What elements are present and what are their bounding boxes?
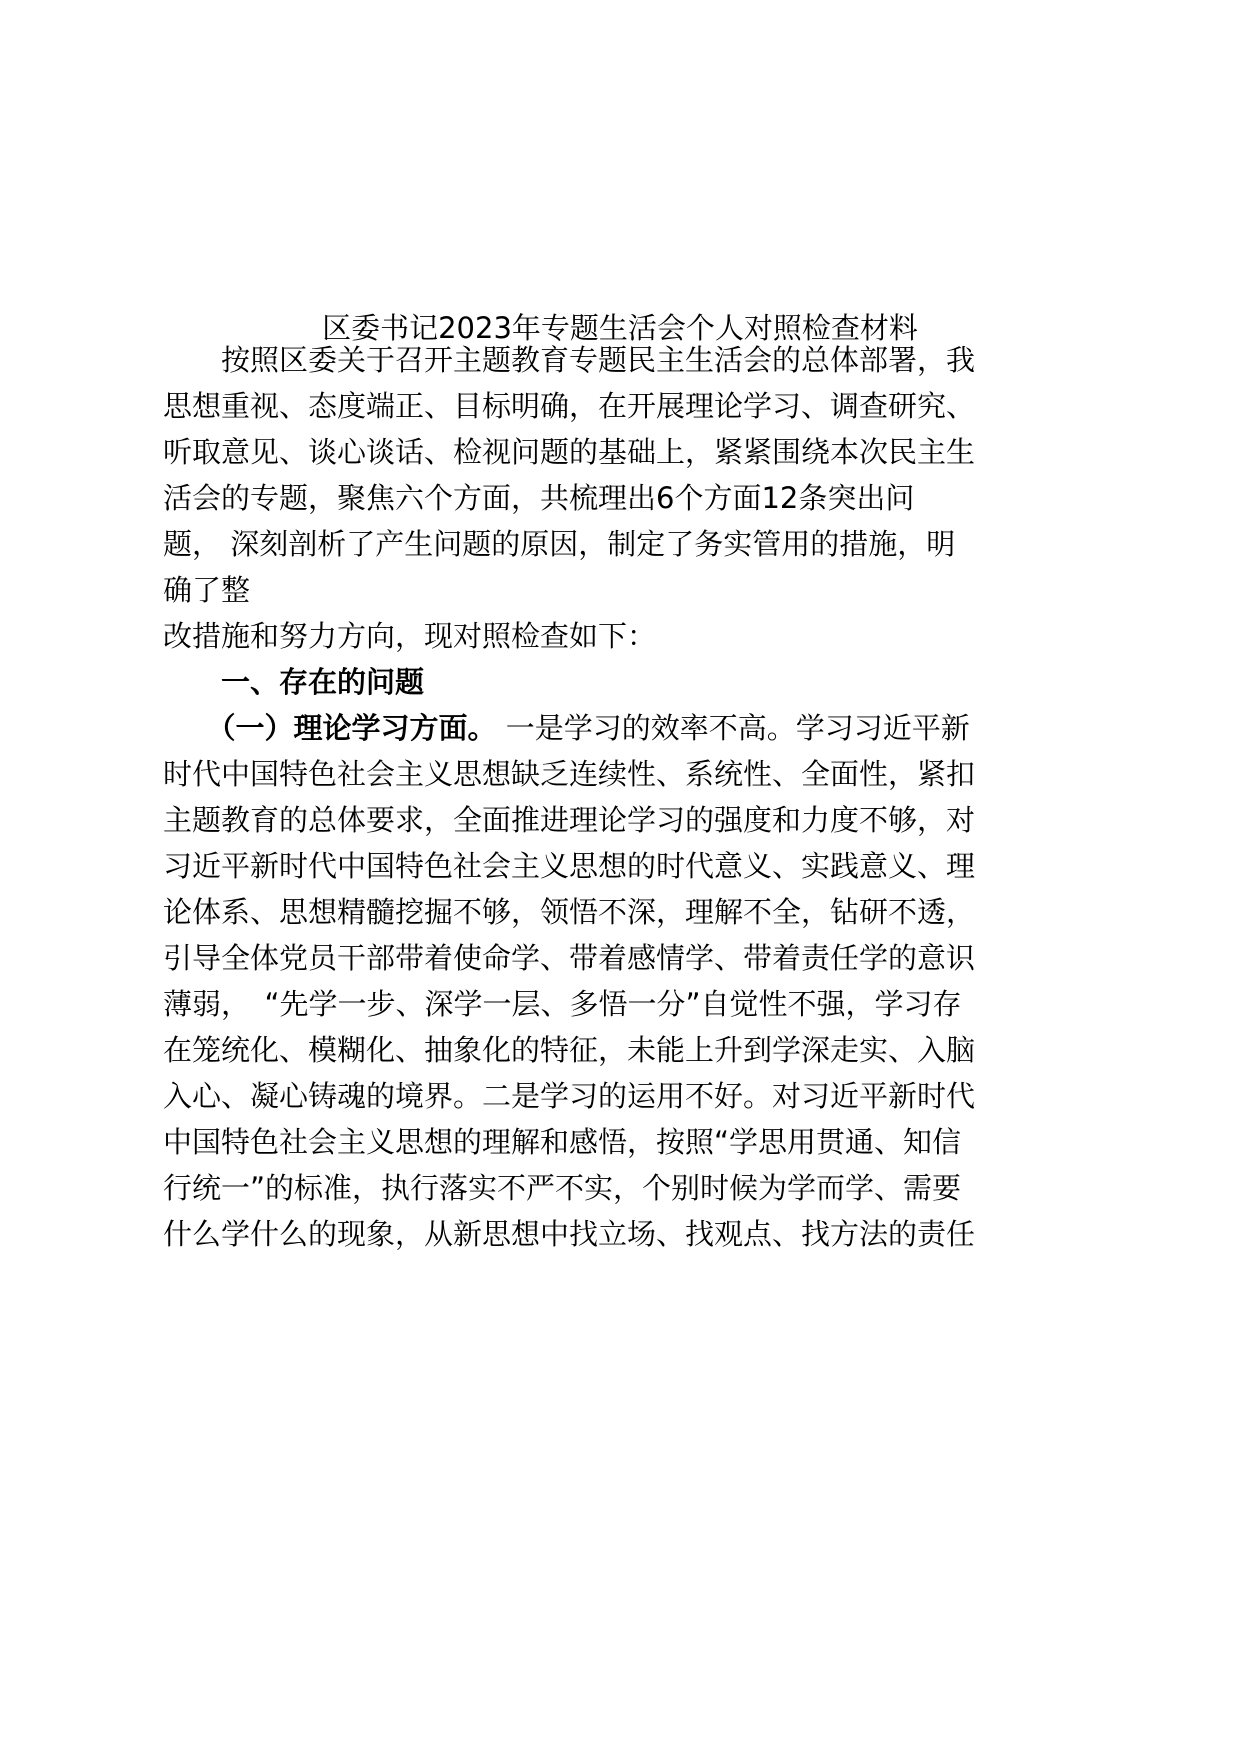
subsection-line <box>163 708 970 748</box>
paragraph-line: 确了整 <box>163 573 251 607</box>
paragraph-line: 行统一”的标准，执行落实不严不实，个别时候为学而学、需要 <box>163 1171 962 1205</box>
document-title: 区委书记2023年专题生活会个人对照检查材料 <box>322 311 918 345</box>
paragraph-line: 论体系、思想精髓挖掘不够，领悟不深，理解不全，钻研不透， <box>163 895 976 929</box>
paragraph-line: 活会的专题，聚焦六个方面，共梳理出6个方面12条突出问 <box>163 481 915 515</box>
paragraph-line: 主题教育的总体要求，全面推进理论学习的强度和力度不够，对 <box>163 803 976 837</box>
paragraph-line: 入心、凝心铸魂的境界。二是学习的运用不好。对习近平新时代 <box>163 1079 976 1113</box>
paragraph-line: 听取意见、谈心谈话、检视问题的基础上，紧紧围绕本次民主生 <box>163 435 976 469</box>
paragraph-line: 按照区委关于召开主题教育专题民主生活会的总体部署，我 <box>163 343 976 377</box>
paragraph-line: 引导全体党员干部带着使命学、带着感情学、带着责任学的意识 <box>163 941 976 975</box>
paragraph-line: 题， 深刻剖析了产生问题的原因，制定了务实管用的措施，明 <box>163 527 956 561</box>
paragraph-line: 什么学什么的现象，从新思想中找立场、找观点、找方法的责任 <box>163 1217 976 1251</box>
paragraph-line: 思想重视、态度端正、目标明确，在开展理论学习、调查研究、 <box>163 389 976 423</box>
section-heading: 一、存在的问题 <box>163 665 425 699</box>
paragraph-line: 中国特色社会主义思想的理解和感悟，按照“学思用贯通、知信 <box>163 1125 962 1159</box>
paragraph-line: 时代中国特色社会主义思想缺乏连续性、系统性、全面性，紧扣 <box>163 757 976 791</box>
paragraph-line: 薄弱， “先学一步、深学一层、多悟一分”自觉性不强，学习存 <box>163 987 962 1021</box>
paragraph-line: 习近平新时代中国特色社会主义思想的时代意义、实践意义、理 <box>163 849 976 883</box>
subsection-text: 一是学习的效率不高。学习习近平新 <box>496 711 970 745</box>
paragraph-line: 在笼统化、模糊化、抽象化的特征，未能上升到学深走实、入脑 <box>163 1033 976 1067</box>
paragraph-line: 改措施和努力方向，现对照检查如下： <box>163 619 657 653</box>
subsection-label: （一）理论学习方面。 <box>163 711 497 745</box>
